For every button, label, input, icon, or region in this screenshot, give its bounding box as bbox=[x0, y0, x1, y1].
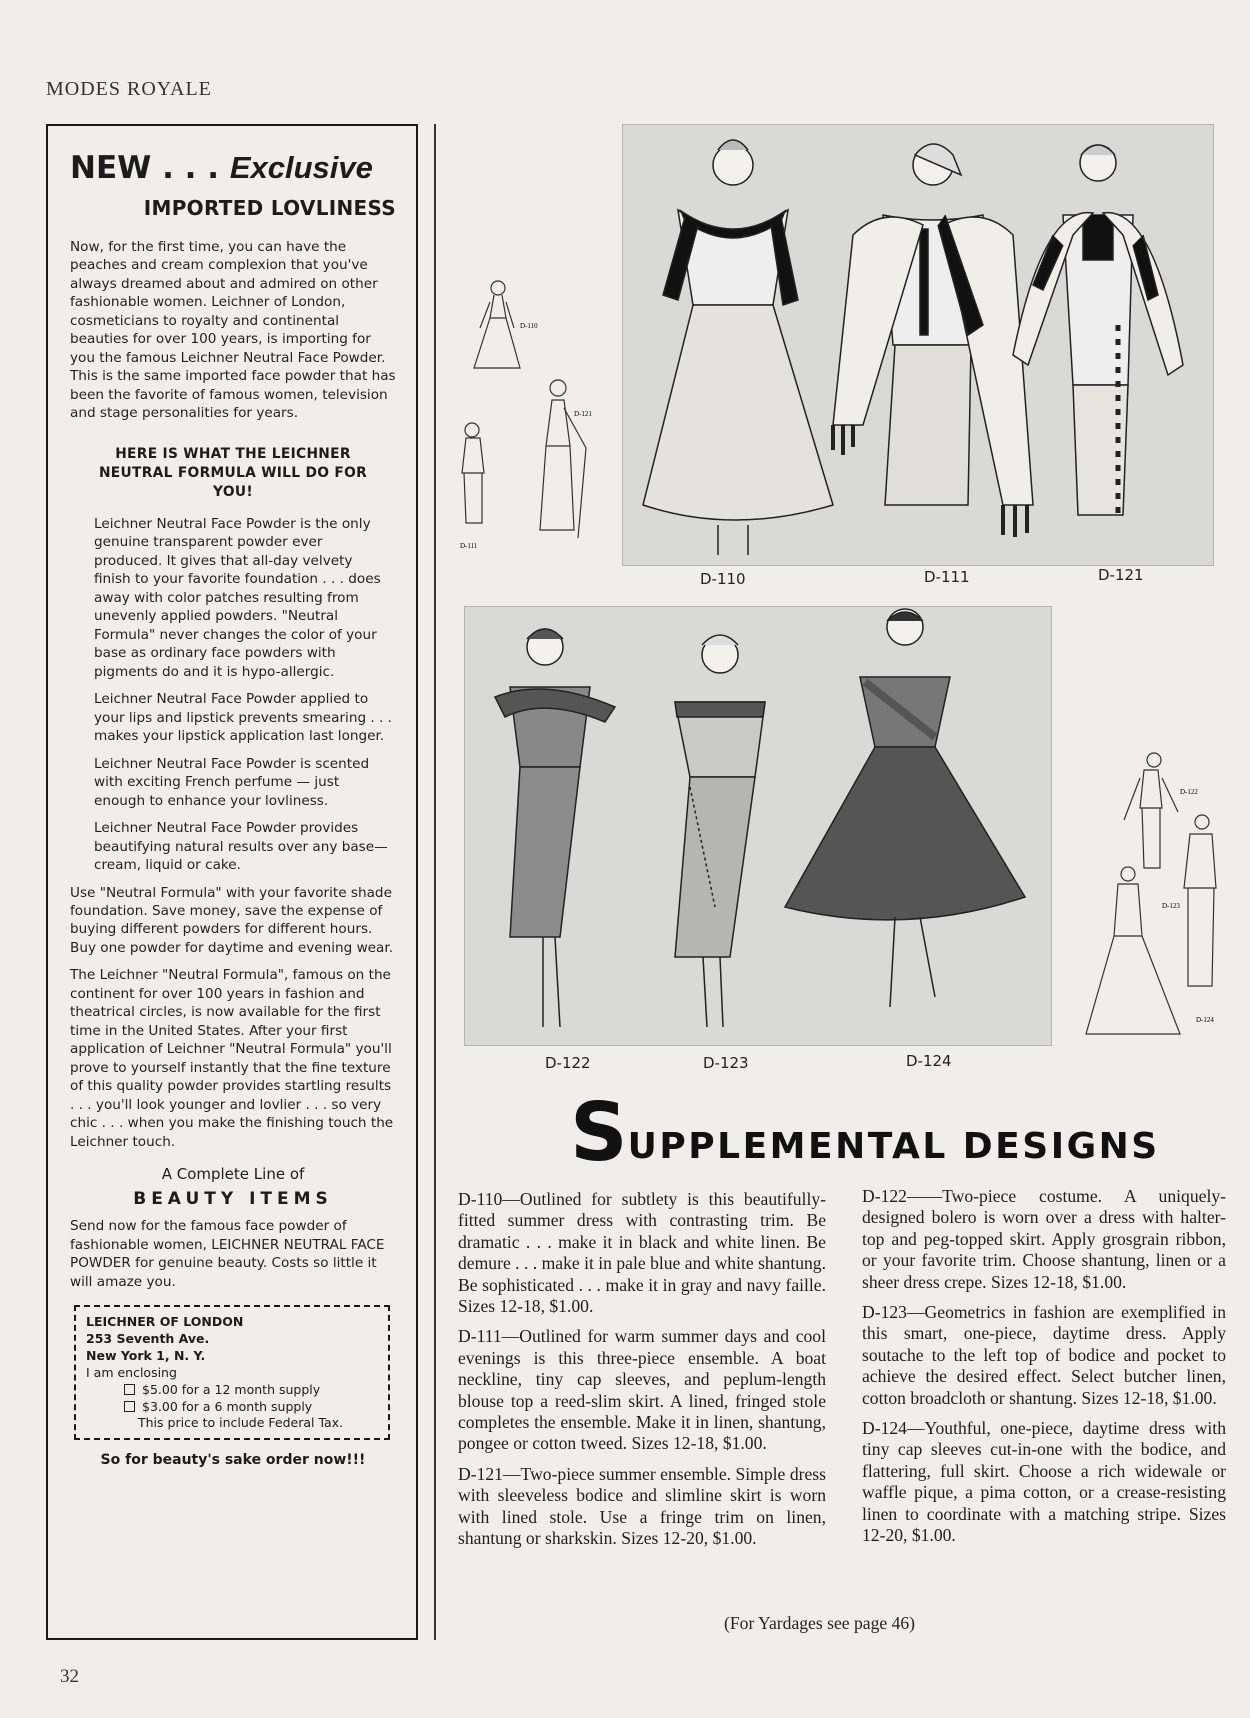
ad-call-to-action: So for beauty's sake order now!!! bbox=[100, 1452, 366, 1469]
coupon-company: LEICHNER OF LONDON bbox=[86, 1314, 244, 1330]
ad-benefit: Leichner Neutral Face Powder is scented with exciting French perfume — just enough to enhance your lovliness. bbox=[94, 755, 370, 809]
article-column-right bbox=[862, 1186, 1226, 1556]
illustration-panel-top bbox=[622, 124, 1214, 566]
article-title bbox=[570, 1086, 1160, 1179]
fashion-illustration-top bbox=[623, 125, 1213, 565]
fashion-illustration-bottom bbox=[465, 607, 1051, 1045]
figure-d110 bbox=[643, 140, 833, 555]
ad-famous-paragraph: The Leichner "Neutral Formula", famous on the continent for over 100 years in fashion and theatrical circles, is now available for the first time in the United States. After your first application of Leichner "Neutral Formula" you'll prove to yourself instantly that the fine texture of this quality powder provides startling results . . . you'll look younger and lovlier . . . so very chic . . . when you make the finishing touch the Leichner touch. bbox=[70, 967, 394, 1150]
design-description-d110: D-110—Outlined for subtlety is this beautifully-fitted summer dress with contrasting trim. Be dramatic . . . make it in black and white linen. Be demure . . . make it in pale blue and white shantung. Be sophisticated . . . make it in gray and navy faille. Sizes 12-18, $1.00. bbox=[458, 1189, 826, 1317]
mini-label-d121: D-121 bbox=[574, 410, 592, 418]
ad-benefits bbox=[70, 515, 396, 875]
ad-benefit: Leichner Neutral Face Powder applied to your lips and lipstick prevents smearing . . . makes your lipstick application last longer. bbox=[94, 691, 393, 745]
design-description-d123: D-123—Geometrics in fashion are exemplified in this smart, one-piece, daytime dress. Apply soutache to the left top of bodice and pocket to achieve the desired effect. Select butcher linen, cotton broadcloth or shantung. Sizes 12-18, $1.00. bbox=[862, 1302, 1226, 1408]
ad-use-paragraph: Use "Neutral Formula" with your favorite shade foundation. Save money, save the expense of buying different powders for different hours. Buy one powder for daytime and evening wear. bbox=[70, 884, 394, 956]
title-initial: S bbox=[570, 1086, 628, 1179]
mini-label-d123: D-123 bbox=[1162, 902, 1180, 910]
label-d110: D-110 bbox=[700, 570, 746, 588]
coupon-option-6: $3.00 for a 6 month supply bbox=[142, 1398, 313, 1414]
mini-label-d122: D-122 bbox=[1180, 788, 1198, 796]
coupon-street: 253 Seventh Ave. bbox=[86, 1331, 210, 1347]
label-d111: D-111 bbox=[924, 568, 970, 586]
label-d121: D-121 bbox=[1098, 566, 1144, 584]
figure-d123 bbox=[675, 635, 765, 1027]
figure-d111 bbox=[833, 144, 1033, 537]
ad-intro: Now, for the first time, you can have the peaches and cream complexion that you've always dreamed about and admired on other fashionable women. Leichner of London, cosmeticians to royalty and continental beauties for over 100 years, is importing for you the famous Leichner Neutral Face Powder. This is the same imported face powder that has been the favorite of famous women, television and stage personalities for years. bbox=[70, 239, 396, 422]
figure-d124 bbox=[785, 609, 1025, 1007]
column-divider bbox=[434, 124, 436, 1640]
ad-section-heading: HERE IS WHAT THE LEICHNER NEUTRAL FORMULA WILL DO FOR YOU! bbox=[98, 445, 368, 501]
coupon-option-12: $5.00 for a 12 month supply bbox=[142, 1381, 321, 1397]
ad-headline-new: NEW . . . bbox=[70, 150, 220, 186]
checkbox-12-month[interactable] bbox=[124, 1384, 135, 1395]
ad-benefit: Leichner Neutral Face Powder is the only genuine transparent powder ever produced. It gives that all-day velvety finish to your favorite foundation . . . does away with color patches resulting from unevenly applied powders. "Neutral Formula" never changes the color of your base as ordinary face powders with pigments do and it is hypo-allergic. bbox=[94, 515, 381, 680]
coupon-city: New York 1, N. Y. bbox=[86, 1347, 206, 1363]
ad-beauty-items: BEAUTY ITEMS bbox=[133, 1189, 333, 1210]
order-coupon bbox=[74, 1305, 390, 1440]
illustration-panel-bottom bbox=[464, 606, 1052, 1046]
running-head: MODES ROYALE bbox=[46, 78, 212, 100]
coupon-enclosing: I am enclosing bbox=[86, 1364, 177, 1380]
checkbox-6-month[interactable] bbox=[124, 1401, 135, 1412]
label-d124: D-124 bbox=[906, 1052, 952, 1070]
article-column-left bbox=[458, 1189, 826, 1559]
ad-send-now: Send now for the famous face powder of fashionable women, LEICHNER NEUTRAL FACE POWDER for genuine beauty. Costs so little it will amaze you. bbox=[70, 1218, 385, 1290]
ad-headline-exclusive: Exclusive bbox=[229, 150, 373, 185]
ad-complete-line: A Complete Line of bbox=[161, 1165, 305, 1184]
ad-headline bbox=[70, 152, 396, 184]
design-description-d111: D-111—Outlined for warm summer days and cool evenings is this three-piece ensemble. A boat neckline, tiny cap sleeves, and peplum-length blouse top a reed-slim skirt. A lined, fringed stole completes the ensemble. Make it in linen, shantung, pongee or cotton tweed. Sizes 12-18, $1.00. bbox=[458, 1326, 826, 1454]
yardage-note: (For Yardages see page 46) bbox=[724, 1613, 916, 1633]
coupon-tax-note: This price to include Federal Tax. bbox=[138, 1415, 344, 1431]
mini-sketches-bottom bbox=[1084, 748, 1236, 1040]
page-number: 32 bbox=[60, 1666, 79, 1687]
design-description-d121: D-121—Two-piece summer ensemble. Simple dress with sleeveless bodice and slimline skirt is worn with lined stole. Use a fringe trim on linen, shantung or sharkskin. Sizes 12-20, $1.00. bbox=[458, 1463, 826, 1549]
figure-d122 bbox=[495, 629, 615, 1027]
ad-subhead: IMPORTED LOVLINESS bbox=[143, 196, 396, 220]
mini-label-d110: D-110 bbox=[520, 322, 538, 330]
design-description-d124: D-124—Youthful, one-piece, daytime dress with tiny cap sleeves cut-in-one with the bodice, and flattering, full skirt. Choose a rich widewale or waffle pique, a pima cotton, or a crease-resisting linen to coordinate with a matching stripe. Sizes 12-20, $1.00. bbox=[862, 1418, 1226, 1546]
figure-d121 bbox=[1013, 145, 1183, 515]
mini-sketches-top bbox=[450, 268, 600, 558]
label-d123: D-123 bbox=[703, 1054, 749, 1072]
mini-label-d124: D-124 bbox=[1196, 1016, 1214, 1024]
leichner-advertisement bbox=[46, 124, 418, 1640]
label-d122: D-122 bbox=[545, 1054, 591, 1072]
mini-label-d111: D-111 bbox=[460, 542, 478, 550]
ad-benefit: Leichner Neutral Face Powder provides beautifying natural results over any base—cream, liquid or cake. bbox=[94, 820, 388, 874]
title-rest: UPPLEMENTAL DESIGNS bbox=[627, 1126, 1160, 1167]
design-description-d122: D-122——Two-piece costume. A uniquely-designed bolero is worn over a dress with halter-top and peg-topped skirt. Apply grosgrain ribbon, or your favorite trim. Choose shantung, linen or a sheer dress crepe. Sizes 12-18, $1.00. bbox=[862, 1186, 1226, 1292]
